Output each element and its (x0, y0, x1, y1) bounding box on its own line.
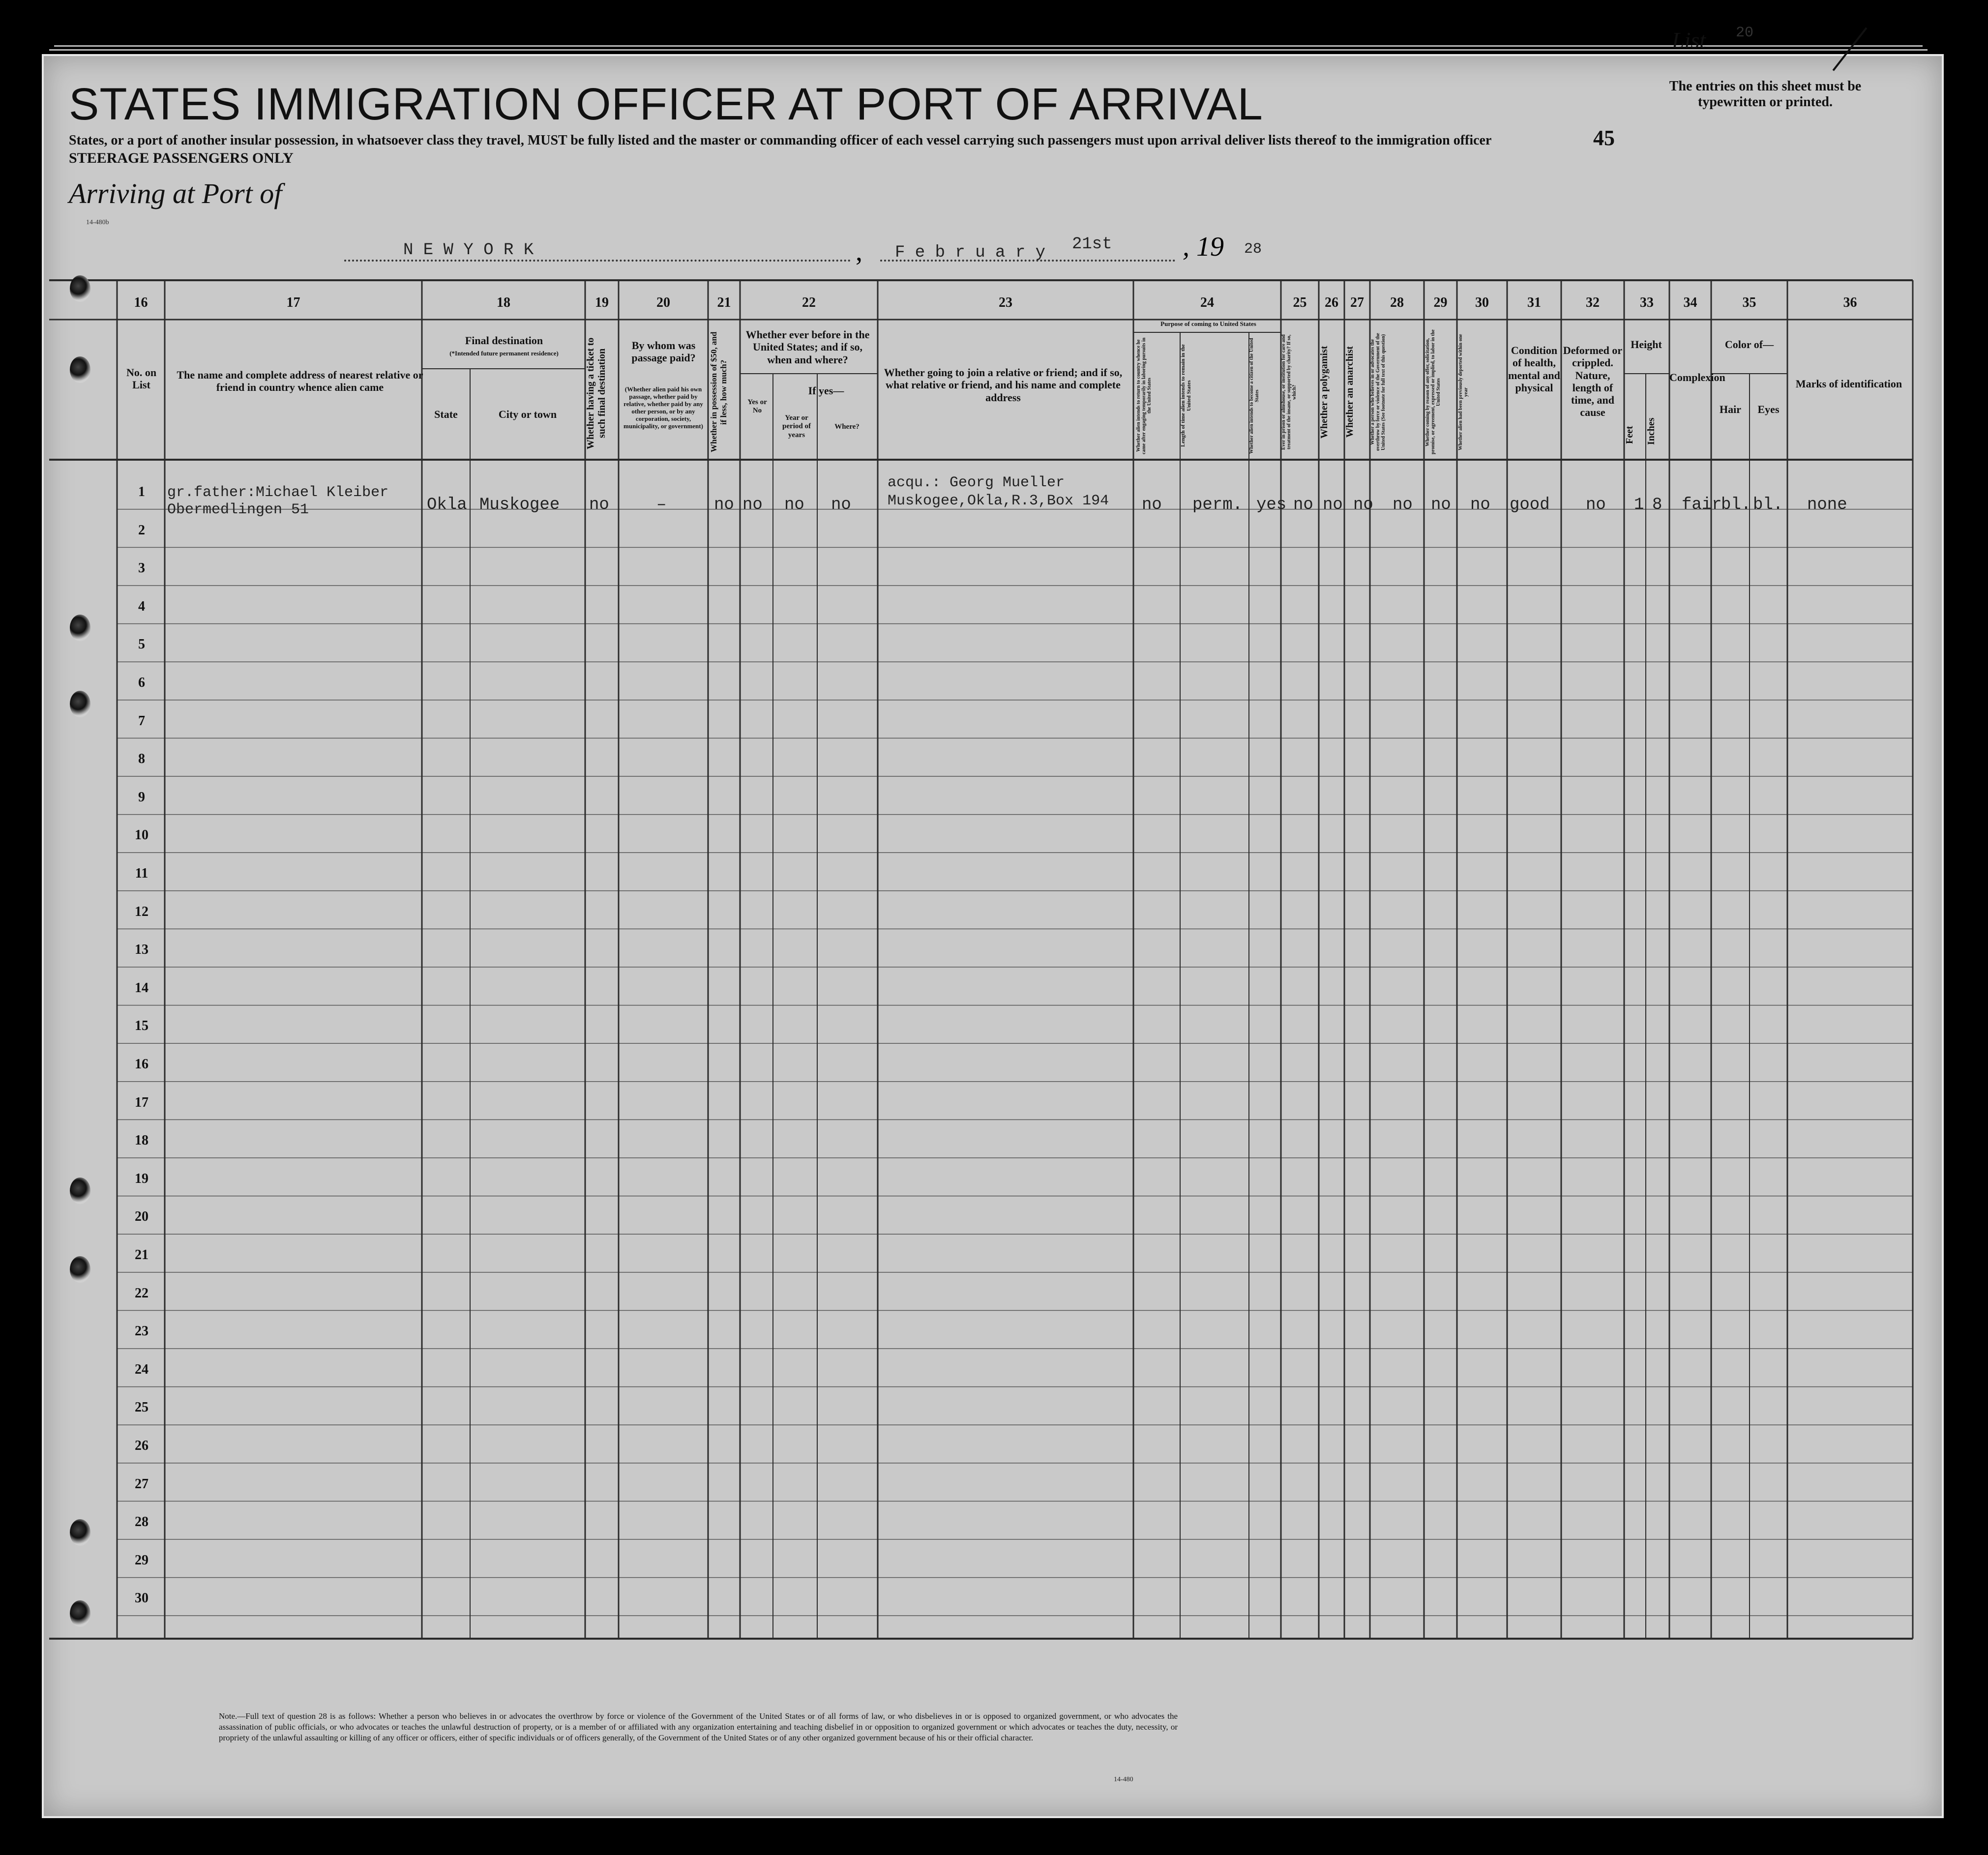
entry-prison: no (1293, 496, 1313, 514)
entry-relative-line2: Obermedlingen 51 (167, 501, 309, 518)
header-final-destination-note: (*Intended future permanent residence) (449, 350, 559, 357)
row-number: 13 (135, 942, 148, 958)
header-deformed: Deformed or crippled. Nature, length of time, and cause (1563, 344, 1623, 419)
entry-feet: 1 (1634, 496, 1644, 514)
binder-hole (70, 1600, 90, 1627)
row-number: 27 (135, 1476, 148, 1492)
entry-q30: no (1470, 496, 1490, 514)
entry-join-line2: Muskogee,Okla,R.3,Box 194 (888, 493, 1109, 509)
column-number: 19 (595, 295, 609, 310)
row-number: 20 (135, 1209, 148, 1225)
entry-passage: – (656, 496, 667, 514)
entry-ticket: no (589, 496, 609, 514)
column-number: 16 (134, 295, 148, 310)
column-number: 31 (1527, 295, 1541, 310)
binder-hole (70, 275, 90, 302)
header-color-of: Color of— (1724, 338, 1774, 351)
entry-hair: bl. (1721, 496, 1751, 514)
entry-years: no (784, 496, 804, 514)
entry-relative-line1: gr.father:Michael Kleiber (167, 484, 389, 501)
header-purpose: Purpose of coming to United States (1160, 320, 1256, 327)
header-yes-no: Yes or No (747, 398, 767, 415)
column-number: 30 (1475, 295, 1489, 310)
row-number: 3 (138, 560, 145, 576)
column-number: 17 (286, 295, 300, 310)
header-q29: Whether coming by reason of any offer, solicitation, promise, or agreement, expressed or implied, to labor in the United States (1425, 329, 1441, 455)
row-number: 24 (135, 1361, 148, 1377)
row-number: 16 (135, 1057, 148, 1072)
sheet-edge (54, 45, 1923, 47)
header-purpose-b: Length of time alien intends to remain in the United States (1180, 344, 1192, 447)
row-number: 2 (138, 522, 145, 538)
header-before-in-us: Whether ever before in the United States; and if so, when and where? (745, 328, 870, 366)
binder-hole (70, 1256, 90, 1283)
header-anarchist: Whether an anarchist (1344, 346, 1355, 438)
header-q28: Whether a person who believes in or advocates the overthrow by force or violence of the Government of the United States (See footnote for full text of this question) (1370, 333, 1386, 451)
form-code: 14-480b (86, 219, 109, 226)
row-number: 28 (135, 1514, 148, 1530)
header-if-yes: If yes— (808, 384, 844, 397)
row-number: 29 (135, 1552, 148, 1568)
row-number: 8 (138, 751, 145, 767)
column-number: 34 (1683, 295, 1697, 310)
steerage-label: STEERAGE PASSENGERS ONLY (69, 150, 294, 166)
arriving-label: Arriving at Port of (69, 177, 282, 209)
row-number: 15 (135, 1018, 148, 1034)
header-final-destination: Final destination (465, 334, 543, 347)
list-number: 20 (1736, 25, 1754, 41)
list-label: List (1672, 28, 1706, 53)
comma: , (856, 236, 862, 267)
header-year-period: Year or period of years (782, 414, 811, 439)
footnote-form-code: 14-480 (1114, 1776, 1133, 1783)
header-complexion: Complexion (1669, 371, 1725, 383)
entry-purpose-a: no (1142, 496, 1162, 514)
column-number: 24 (1200, 295, 1214, 310)
header-purpose-a: Whether alien intends to return to country whence he came after engaging temporarily in laboring pursuits in the United States (1136, 337, 1152, 454)
row-number: 21 (135, 1247, 148, 1263)
entry-possession: no (714, 496, 734, 514)
entry-marks: none (1807, 496, 1847, 514)
column-number: 27 (1350, 295, 1364, 310)
entry-complexion: fair (1682, 496, 1722, 514)
header-passage-paid-note: (Whether alien paid his own passage, whether paid by relative, whether paid by any other person, or by any corporation, society, municipality, or government) (623, 385, 703, 430)
entry-purpose-c: yes (1256, 496, 1287, 514)
binder-hole (70, 615, 90, 641)
entry-eyes: bl. (1753, 496, 1783, 514)
header-feet: Feet (1624, 426, 1635, 444)
column-number: 23 (999, 295, 1012, 310)
binder-hole (70, 691, 90, 717)
year-suffix: 28 (1244, 241, 1262, 258)
header-inches: Inches (1646, 417, 1657, 445)
row-number: 17 (135, 1094, 148, 1110)
row-number: 26 (135, 1438, 148, 1453)
column-number: 33 (1640, 295, 1654, 310)
column-number: 32 (1586, 295, 1600, 310)
row-number: 25 (135, 1400, 148, 1415)
header-relative-address: The name and complete address of nearest relative or friend in country whence alien came (177, 369, 423, 394)
header-eyes: Eyes (1757, 403, 1780, 415)
header-city: City or town (498, 408, 557, 420)
row-number: 19 (135, 1171, 148, 1186)
entry-deformed: no (1586, 496, 1606, 514)
header-where: Where? (834, 423, 860, 431)
row-number: 14 (135, 980, 148, 996)
header-no-on-list: No. on List (126, 366, 157, 391)
header-height: Height (1631, 338, 1662, 351)
entry-join-line1: acqu.: Georg Mueller (888, 474, 1065, 491)
entry-where: no (831, 496, 851, 514)
port-value: N E W Y O R K (403, 241, 534, 260)
entry-polygamist: no (1323, 496, 1343, 514)
header-prison: Ever in prison or almshouse, or institution for care and treatment of the insane, or supported by charity? If so, which? (1281, 334, 1297, 450)
sheet-edge (49, 49, 1928, 51)
column-number: 26 (1325, 295, 1338, 310)
entry-purpose-b: perm. (1192, 496, 1243, 514)
year-prefix: , 19 (1183, 232, 1224, 262)
page-title: STATES IMMIGRATION OFFICER AT PORT OF ARRIVAL (69, 79, 1263, 129)
port-fill-line (344, 260, 851, 262)
column-number: 18 (497, 295, 510, 310)
header-possession: Whether in possession of $50, and if less, how much? (709, 331, 728, 453)
header-purpose-c: Whether alien intends to become a citizen of the United States (1249, 338, 1260, 454)
column-number: 22 (802, 295, 816, 310)
entry-city: Muskogee (479, 496, 560, 514)
header-ticket: Whether having a ticket to such final destination (585, 337, 607, 449)
row-number: 12 (135, 904, 148, 919)
row-number: 9 (138, 789, 145, 805)
row-number: 4 (138, 598, 145, 614)
header-state: State (434, 408, 458, 420)
header-join-relative: Whether going to join a relative or friend; and if so, what relative or friend, and his name and complete address (884, 366, 1123, 404)
row-number: 18 (135, 1133, 148, 1148)
binder-hole (70, 1519, 90, 1546)
column-number: 29 (1433, 295, 1448, 310)
entry-anarchist: no (1353, 496, 1373, 514)
column-number: 21 (717, 295, 731, 310)
entry-state: Okla (427, 496, 467, 514)
header-marks: Marks of identification (1795, 378, 1902, 390)
row-number: 7 (138, 713, 145, 729)
entries-note: The entries on this sheet must be typewritten or printed. (1669, 79, 1862, 110)
entry-q28: no (1393, 496, 1413, 514)
sheet-number: 45 (1593, 126, 1615, 150)
footnote-question-28: Note.—Full text of question 28 is as follows: Whether a person who believes in or advocates the overthrow by force or violence of the Government of the United States or of all forms of law, or who disbelieves in or is opposed to organized government, or who advocates the assassination of public officials, or who advocates or teaches the unlawful destruction of property, or is a member of or affiliated with any organization entertaining and teaching disbelief in or opposition to organized government or which advocates or teaches the duty, necessity, or propriety of the unlawful assaulting or killing of any officer or officers, either of specific individuals or of officers generally, of the Government of the United States or of any other organized government because of his or their official character. (219, 1711, 1178, 1742)
header-health: Condition of health, mental and physical (1508, 344, 1560, 394)
header-hair: Hair (1720, 403, 1741, 415)
header-q30: Whether alien had been previously deported within one year (1458, 334, 1469, 450)
binder-hole (70, 1178, 90, 1204)
column-number: 28 (1390, 295, 1404, 310)
entry-inches: 8 (1652, 496, 1662, 514)
entry-before: no (742, 496, 763, 514)
header-polygamist: Whether a polygamist (1319, 346, 1330, 439)
row-number: 1 (138, 484, 145, 500)
row-number: 6 (138, 675, 145, 690)
day-value: 21st (1072, 235, 1112, 254)
row-number: 11 (135, 866, 148, 881)
column-number: 35 (1742, 295, 1756, 310)
row-number: 22 (135, 1285, 148, 1301)
entry-q29: no (1431, 496, 1451, 514)
manifest-sheet (42, 54, 1944, 1818)
instructions-text: States, or a port of another insular possession, in whatsoever class they travel, MUST be fully listed and the master or commanding officer of each vessel carrying such passengers must upon arrival deliver lists thereof to the immigration officer (69, 133, 1492, 148)
binder-hole (70, 356, 90, 383)
month-value: F e b r u a r y (895, 243, 1046, 262)
row-number: 23 (135, 1324, 148, 1339)
row-number: 10 (135, 827, 148, 843)
entry-health: good (1510, 496, 1550, 514)
column-number: 20 (656, 295, 670, 310)
column-number: 36 (1843, 295, 1857, 310)
row-number: 5 (138, 637, 145, 652)
column-number: 25 (1293, 295, 1307, 310)
header-passage-paid: By whom was passage paid? (631, 339, 696, 364)
row-number: 30 (135, 1590, 148, 1606)
